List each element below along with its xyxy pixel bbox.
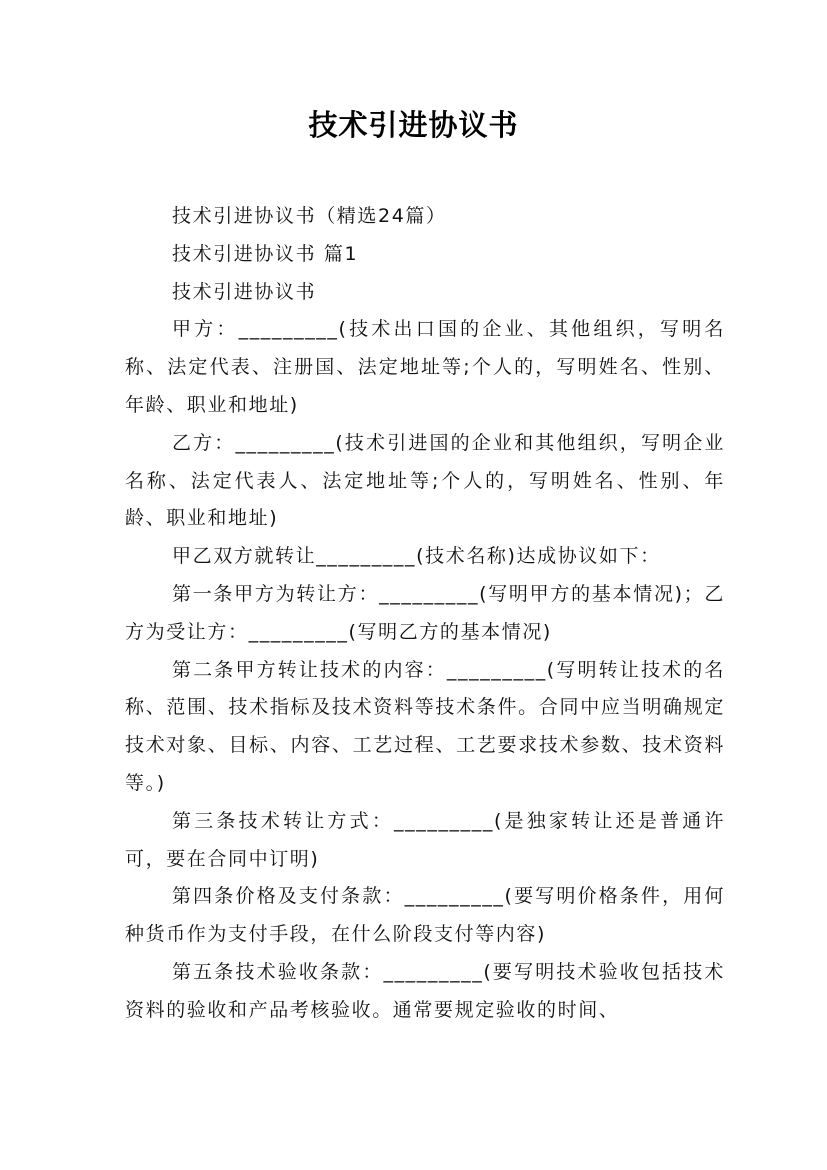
paragraph-article-3: 第三条技术转让方式：_________(是独家转让还是普通许可，要在合同中订明) [125, 809, 725, 870]
document-body [125, 198, 725, 1030]
paragraph-article-2: 第二条甲方转让技术的内容：_________(写明转让技术的名称、范围、技术指标及技术资料等技术条件。合同中应当明确规定技术对象、目标、内容、工艺过程、工艺要求技术参数、技术资料等。) [125, 658, 725, 794]
paragraph-agreement-heading: 技术引进协议书 [172, 280, 317, 303]
paragraph-party-b: 乙方：_________(技术引进国的企业和其他组织，写明企业名称、法定代表人、法定地址等;个人的，写明姓名、性别、年龄、职业和地址) [125, 431, 725, 530]
document-title: 技术引进协议书 [308, 108, 519, 142]
paragraph-article-5: 第五条技术验收条款：_________(要写明技术验收包括技术资料的验收和产品考核验收。通常要规定验收的时间、 [125, 960, 725, 1021]
paragraph-subtitle: 技术引进协议书（精选24篇） [172, 205, 447, 227]
paragraph-agreement-intro: 甲乙双方就转让_________(技术名称)达成协议如下： [172, 545, 661, 568]
paragraph-section-heading: 技术引进协议书 篇1 [172, 242, 359, 265]
paragraph-article-4: 第四条价格及支付条款：_________(要写明价格条件，用何种货币作为支付手段，在什么阶段支付等内容) [125, 885, 725, 946]
paragraph-party-a: 甲方：_________(技术出口国的企业、其他组织，写明名称、法定代表、注册国、法定地址等;个人的，写明姓名、性别、年龄、职业和地址) [125, 318, 725, 416]
paragraph-article-1: 第一条甲方为转让方：_________(写明甲方的基本情况)；乙方为受让方：_________(写明乙方的基本情况) [125, 582, 725, 643]
